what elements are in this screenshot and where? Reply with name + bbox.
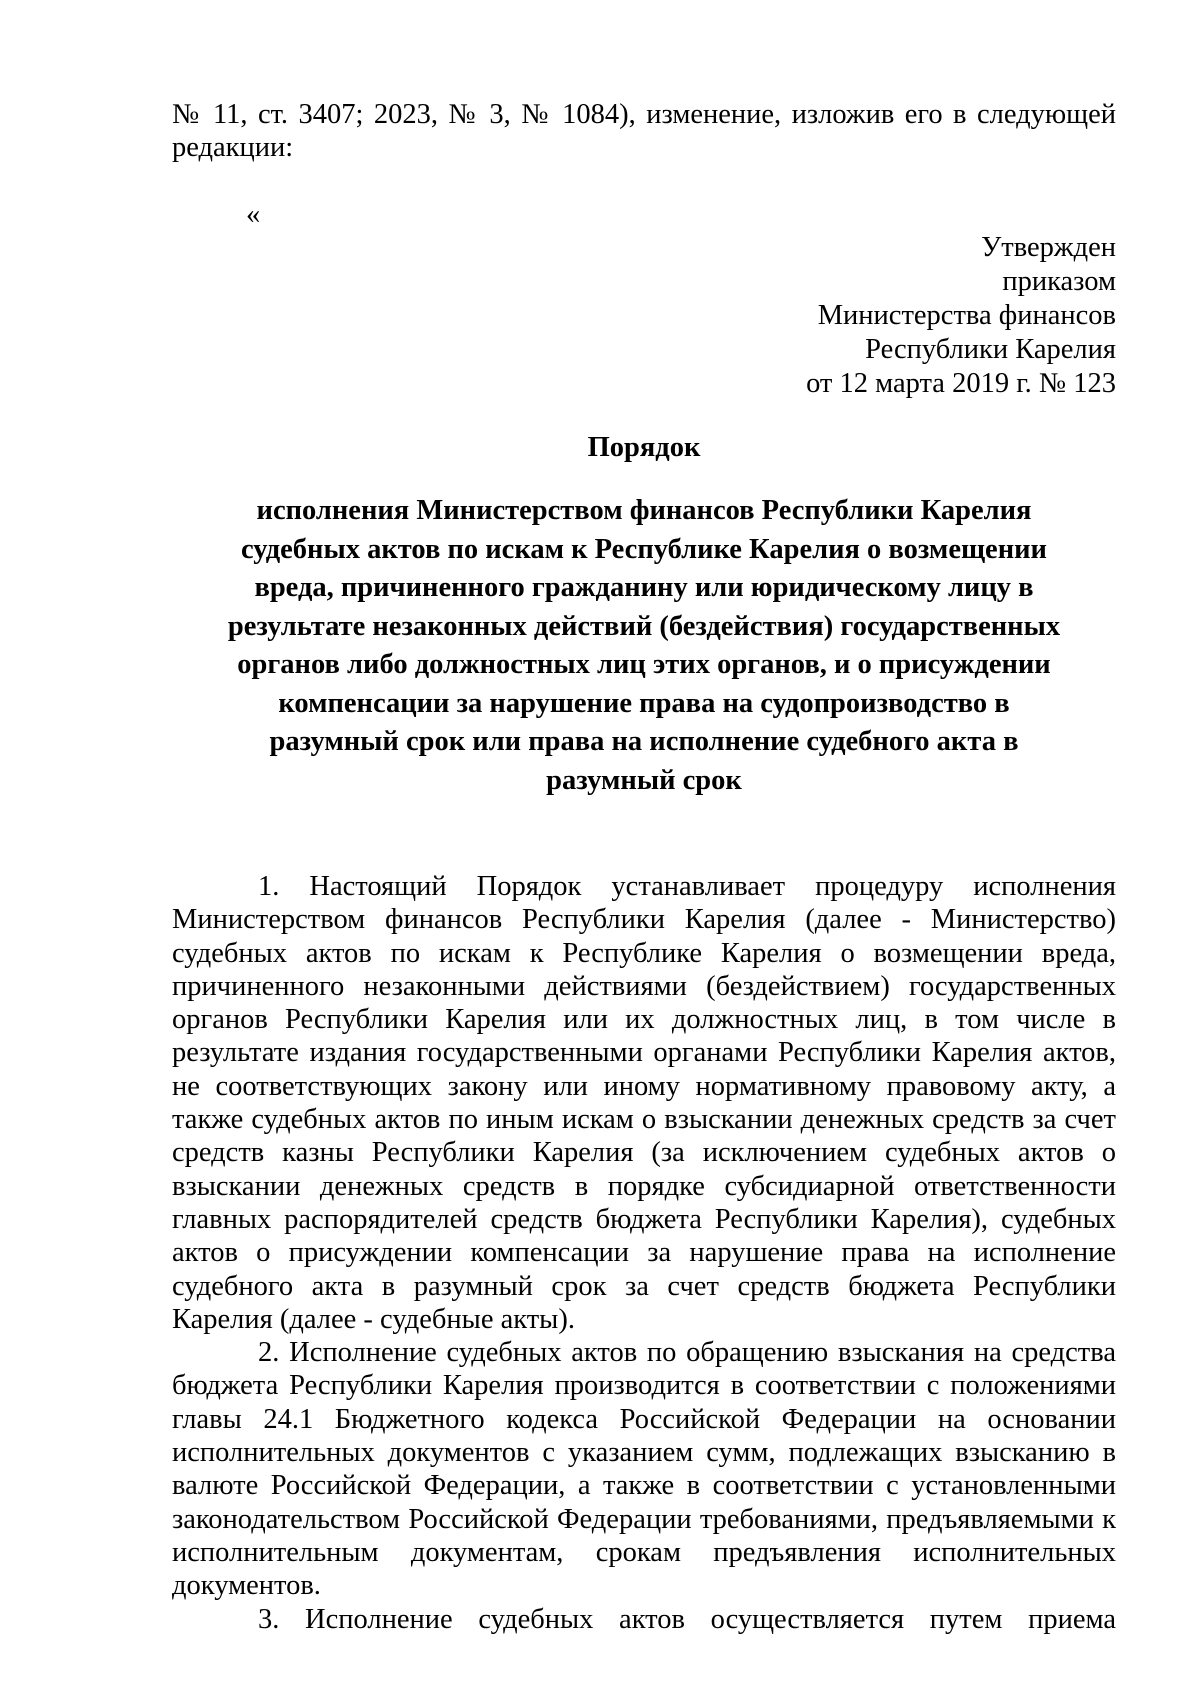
paragraph-1: 1. Настоящий Порядок устанавливает процедуру исполнения Министерством финансов Республики Карелия (далее - Министерство) судебных актов по искам к Республике Карелия о возмещении вреда, причиненного незаконными действиями (бездействием) государственных органов Республики Карелия или их должностных лиц, в том числе в результате издания государственными органами Республики Карелия актов, не соответствующих закону или иному нормативному правовому акту, а также судебных актов по иным искам о взыскании денежных средств за счет средств казны Республики Карелия (за исключением судебных актов о взыскании денежных средств в порядке субсидиарной ответственности главных распорядителей средств бюджета Республики Карелия), судебных актов о присуждении компенсации за нарушение права на исполнение судебного акта в разумный срок за счет средств бюджета Республики Карелия (далее - судебные акты).	[172, 871, 1116, 1335]
approval-line: Министерства финансов	[817, 300, 1116, 331]
approval-line: Утвержден	[981, 232, 1116, 263]
intro-text: № 11, ст. 3407; 2023, № 3, № 1084), изменение, изложив его в следующей редакции:	[172, 99, 1116, 163]
opening-quote: «	[246, 199, 261, 230]
approval-line: от 12 марта 2019 г. № 123	[806, 368, 1116, 399]
document-title: Порядок	[587, 432, 701, 463]
paragraph-3: 3. Исполнение судебных актов осуществляется путем приема	[258, 1603, 1116, 1635]
document-content	[172, 98, 1116, 1636]
paragraphs	[172, 870, 1116, 1636]
approval-line: приказом	[1002, 266, 1116, 297]
paragraph-2: 2. Исполнение судебных актов по обращению взыскания на средства бюджета Республики Карелия производится в соответствии с положениями главы 24.1 Бюджетного кодекса Российской Федерации на основании исполнительных документов с указанием сумм, подлежащих взысканию в валюте Российской Федерации, а также в соответствии с установленными законодательством Российской Федерации требованиями, предъявляемыми к исполнительным документам, срокам предъявления исполнительных документов.	[172, 1337, 1116, 1602]
approval-block	[172, 231, 1116, 401]
document-subtitle: исполнения Министерством финансов Республики Карелия судебных актов по искам к Республике Карелия о возмещении вреда, причиненного гражданину или юридическому лицу в результате незаконных действий (бездействия) государственных органов либо должностных лиц этих органов, и о присуждении компенсации за нарушение права на судопроизводство в разумный срок или права на исполнение судебного акта в разумный срок	[227, 495, 1061, 796]
approval-line: Республики Карелия	[865, 334, 1116, 365]
